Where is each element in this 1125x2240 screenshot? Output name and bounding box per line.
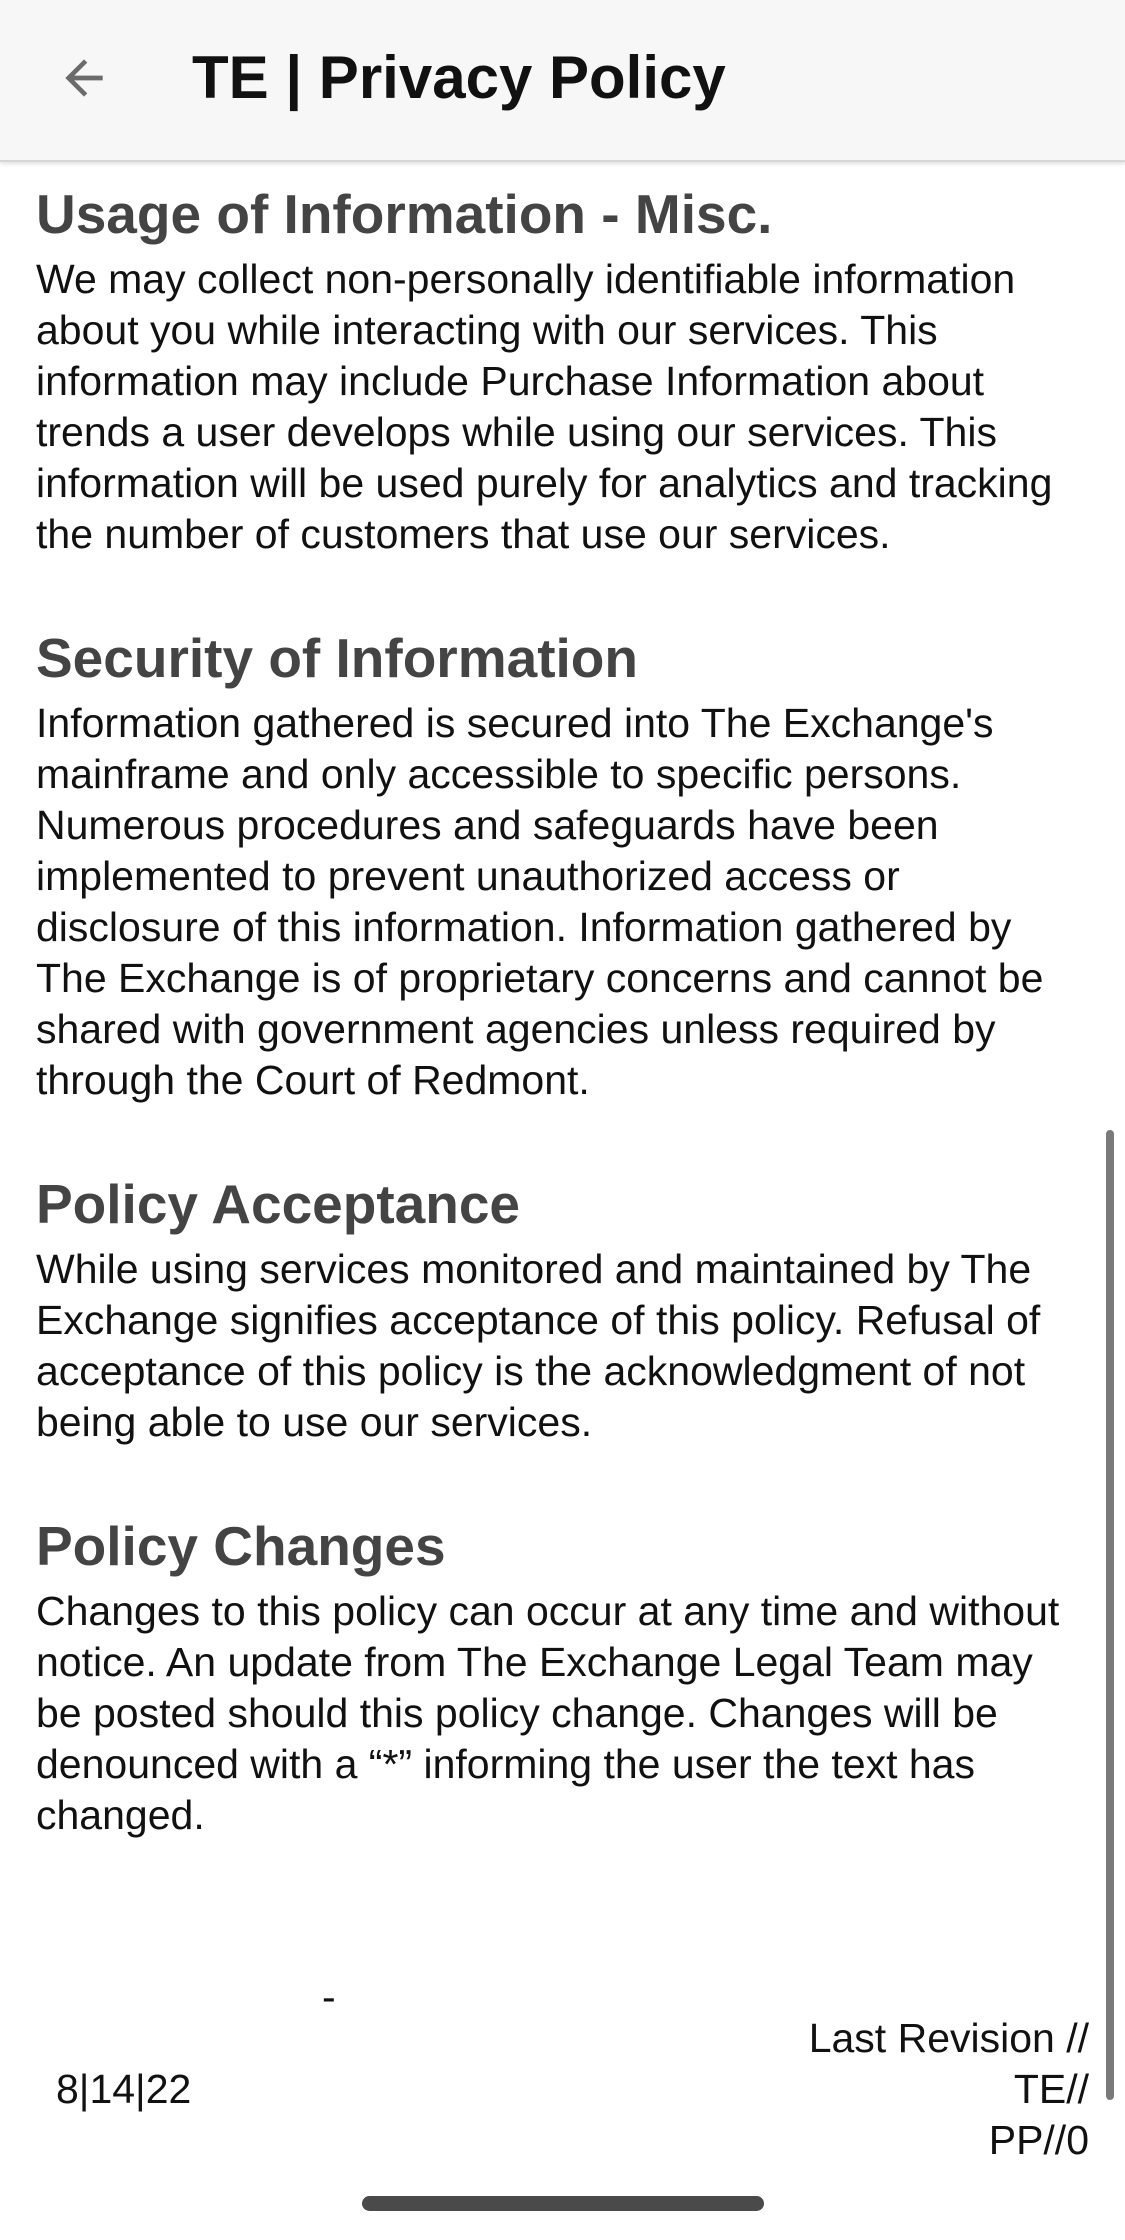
section-heading: Usage of Information - Misc. [36, 183, 773, 245]
section-body: Changes to this policy can occur at any time and without notice. An update from The Exchange Legal Team may be posted should this policy change. Changes will be denounced with a “*” informing the user the text has changed. [36, 1588, 1060, 1838]
scrollbar[interactable] [1106, 1130, 1114, 2100]
section-body: We may collect non-personally identifiable information about you while interacting with our services. This information may include Purchase Information about trends a user develops while using our services. This information will be used purely for analytics and tracking the number of customers that use our services. [36, 256, 1053, 557]
revision-date: 8|14|22 [56, 2066, 192, 2112]
section-usage [36, 180, 1089, 560]
section-heading: Policy Acceptance [36, 1173, 521, 1235]
section-body: While using services monitored and maintained by The Exchange signifies acceptance of this policy. Refusal of acceptance of this policy is the acknowledgment of not being able to use our services. [36, 1246, 1041, 1445]
revision-line: TE// [1013, 2066, 1089, 2112]
policy-content[interactable] [0, 164, 1125, 2164]
section-body: Information gathered is secured into The Exchange's mainframe and only accessible to specific persons. Numerous procedures and safeguards have been implemented to prevent unauthorized access or disclosure of this information. Information gathered by The Exchange is of proprietary concerns and cannot be shared with government agencies unless required by through the Court of Redmont. [36, 700, 1044, 1103]
revision-line: PP//0 [988, 2117, 1089, 2163]
arrow-left-icon [56, 50, 112, 106]
page-title: TE | Privacy Policy [192, 44, 726, 111]
footer-separator: - [322, 1974, 336, 2020]
home-indicator[interactable] [362, 2196, 764, 2211]
app-bar [0, 0, 1125, 162]
revision-label [729, 2013, 1089, 2166]
back-button[interactable] [44, 38, 124, 118]
revision-line: Last Revision // [808, 2015, 1089, 2061]
section-acceptance [36, 1170, 1089, 1448]
section-heading: Security of Information [36, 627, 638, 689]
section-security [36, 624, 1089, 1106]
section-heading: Policy Changes [36, 1515, 446, 1577]
section-changes [36, 1512, 1089, 1841]
